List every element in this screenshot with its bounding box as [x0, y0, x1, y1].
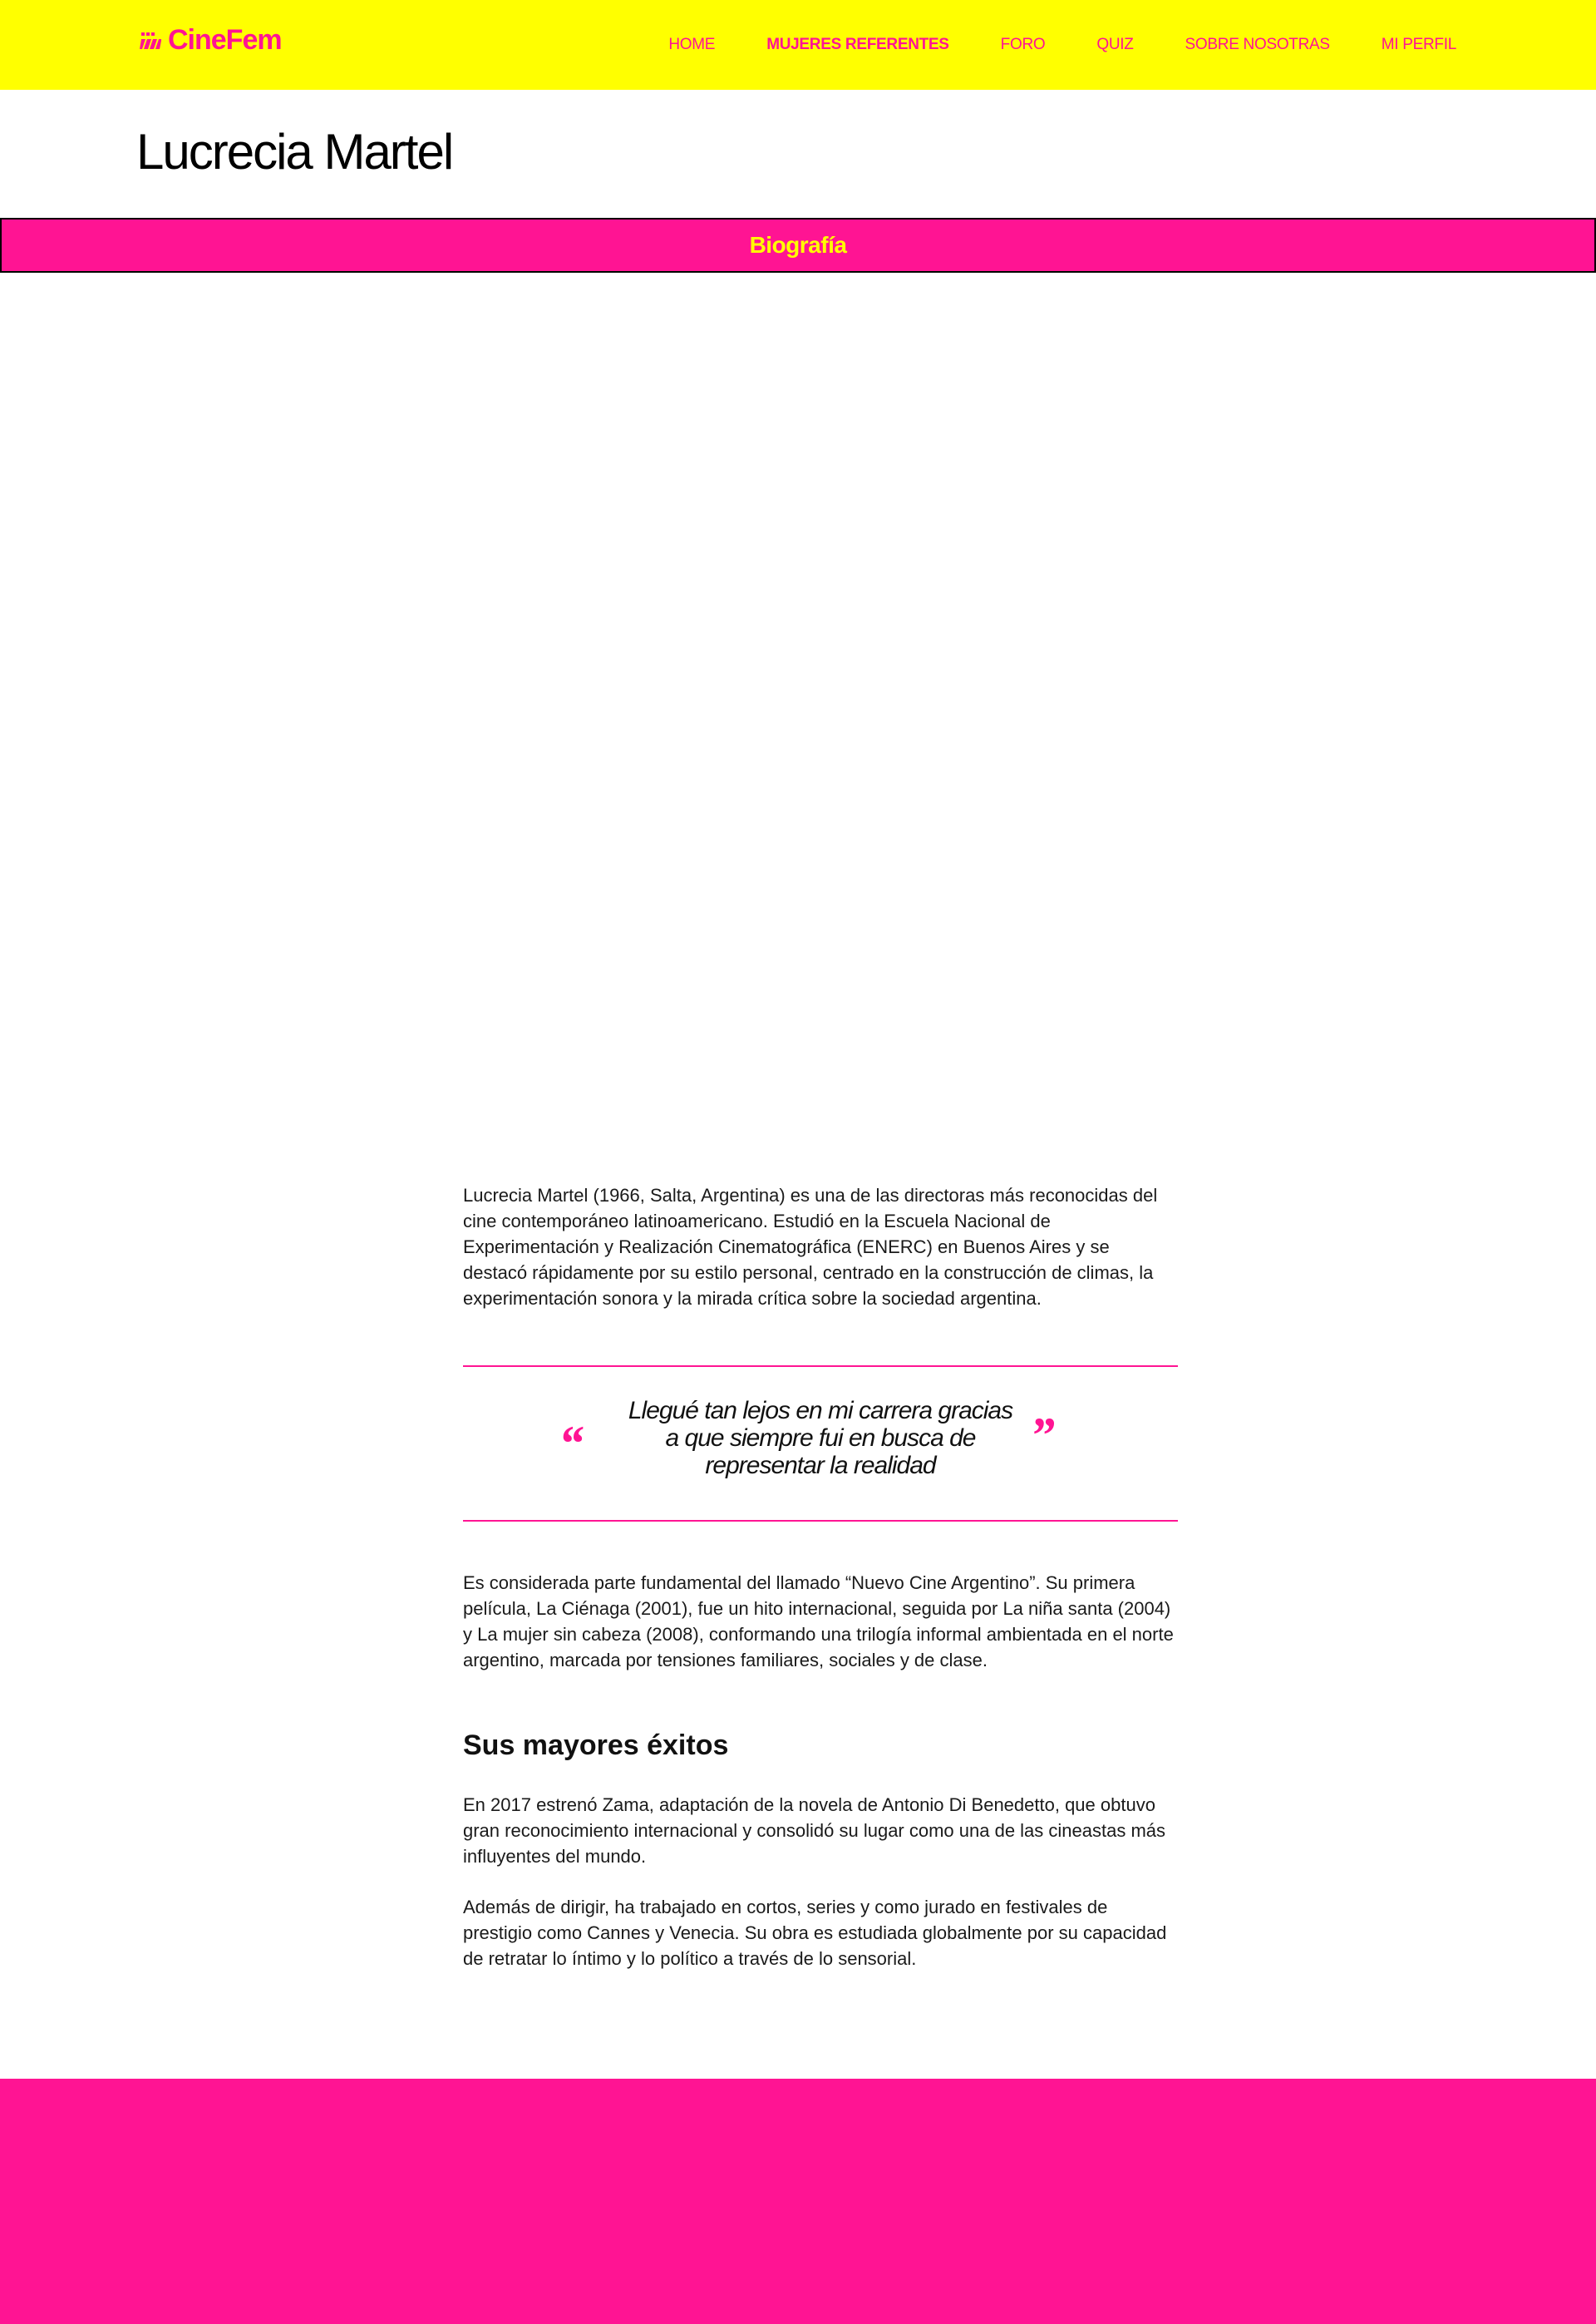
logo[interactable]: [140, 23, 282, 57]
film-stripes-icon: [140, 29, 161, 51]
footer: [0, 2079, 1596, 2324]
intro-paragraph: Lucrecia Martel (1966, Salta, Argentina) es una de las directoras más reconocidas del cine contemporáneo latinoamericano. Estudió en la Escuela Nacional de Experimentación y Realización Cinematográfica (ENERC) en Buenos Aires y se destacó rápidamente por su estilo personal, centrado en la construcción de climas, la experimentación sonora y la mirada crítica sobre la sociedad argentina.: [463, 1185, 1158, 1309]
nav-mujeres-referentes[interactable]: MUJERES REFERENTES: [766, 36, 949, 53]
open-quote-icon: “: [559, 1416, 584, 1471]
main-nav: [668, 33, 1456, 57]
section-subheading: Sus mayores éxitos: [463, 1729, 729, 1761]
article-paragraph-3: En 2017 estrenó Zama, adaptación de la novela de Antonio Di Benedetto, que obtuvo gran reconocimiento internacional y consolidó su lugar como una de las cineastas más influyentes del mundo.: [463, 1794, 1166, 1867]
close-quote-icon: ”: [1030, 1408, 1055, 1463]
page-title: Lucrecia Martel: [136, 124, 453, 180]
section-bar: [0, 218, 1596, 273]
top-navbar: [0, 0, 1596, 90]
article-paragraph-4: Además de dirigir, ha trabajado en cortos, series y como jurado en festivales de prestigio como Cannes y Venecia. Su obra es estudiada globalmente por su capacidad de retratar lo íntimo y lo político a través de lo sensorial.: [463, 1897, 1167, 1969]
quote-text: Llegué tan lejos en mi carrera gracias a que siempre fui en busca de representar la realidad: [628, 1397, 1013, 1479]
nav-quiz[interactable]: QUIZ: [1096, 36, 1134, 53]
pull-quote: [463, 1365, 1178, 1522]
nav-home[interactable]: HOME: [668, 36, 716, 53]
section-bar-label: Biografía: [749, 232, 847, 258]
logo-text: CineFem: [168, 23, 282, 56]
article-paragraph-2: Es considerada parte fundamental del llamado “Nuevo Cine Argentino”. Su primera película, La Ciénaga (2001), fue un hito internacional, seguida por La niña santa (2004) y La mujer sin cabeza (2008), conformando una trilogía informal ambientada en el norte argentino, marcada por tensiones familiares, sociales y de clase.: [463, 1572, 1174, 1670]
article-intro: [463, 1182, 1178, 1311]
nav-sobre-nosotras[interactable]: SOBRE NOSOTRAS: [1185, 36, 1330, 53]
hero-image: [0, 274, 1596, 1164]
nav-mi-perfil[interactable]: MI PERFIL: [1381, 36, 1456, 53]
nav-foro[interactable]: FORO: [1000, 36, 1046, 53]
